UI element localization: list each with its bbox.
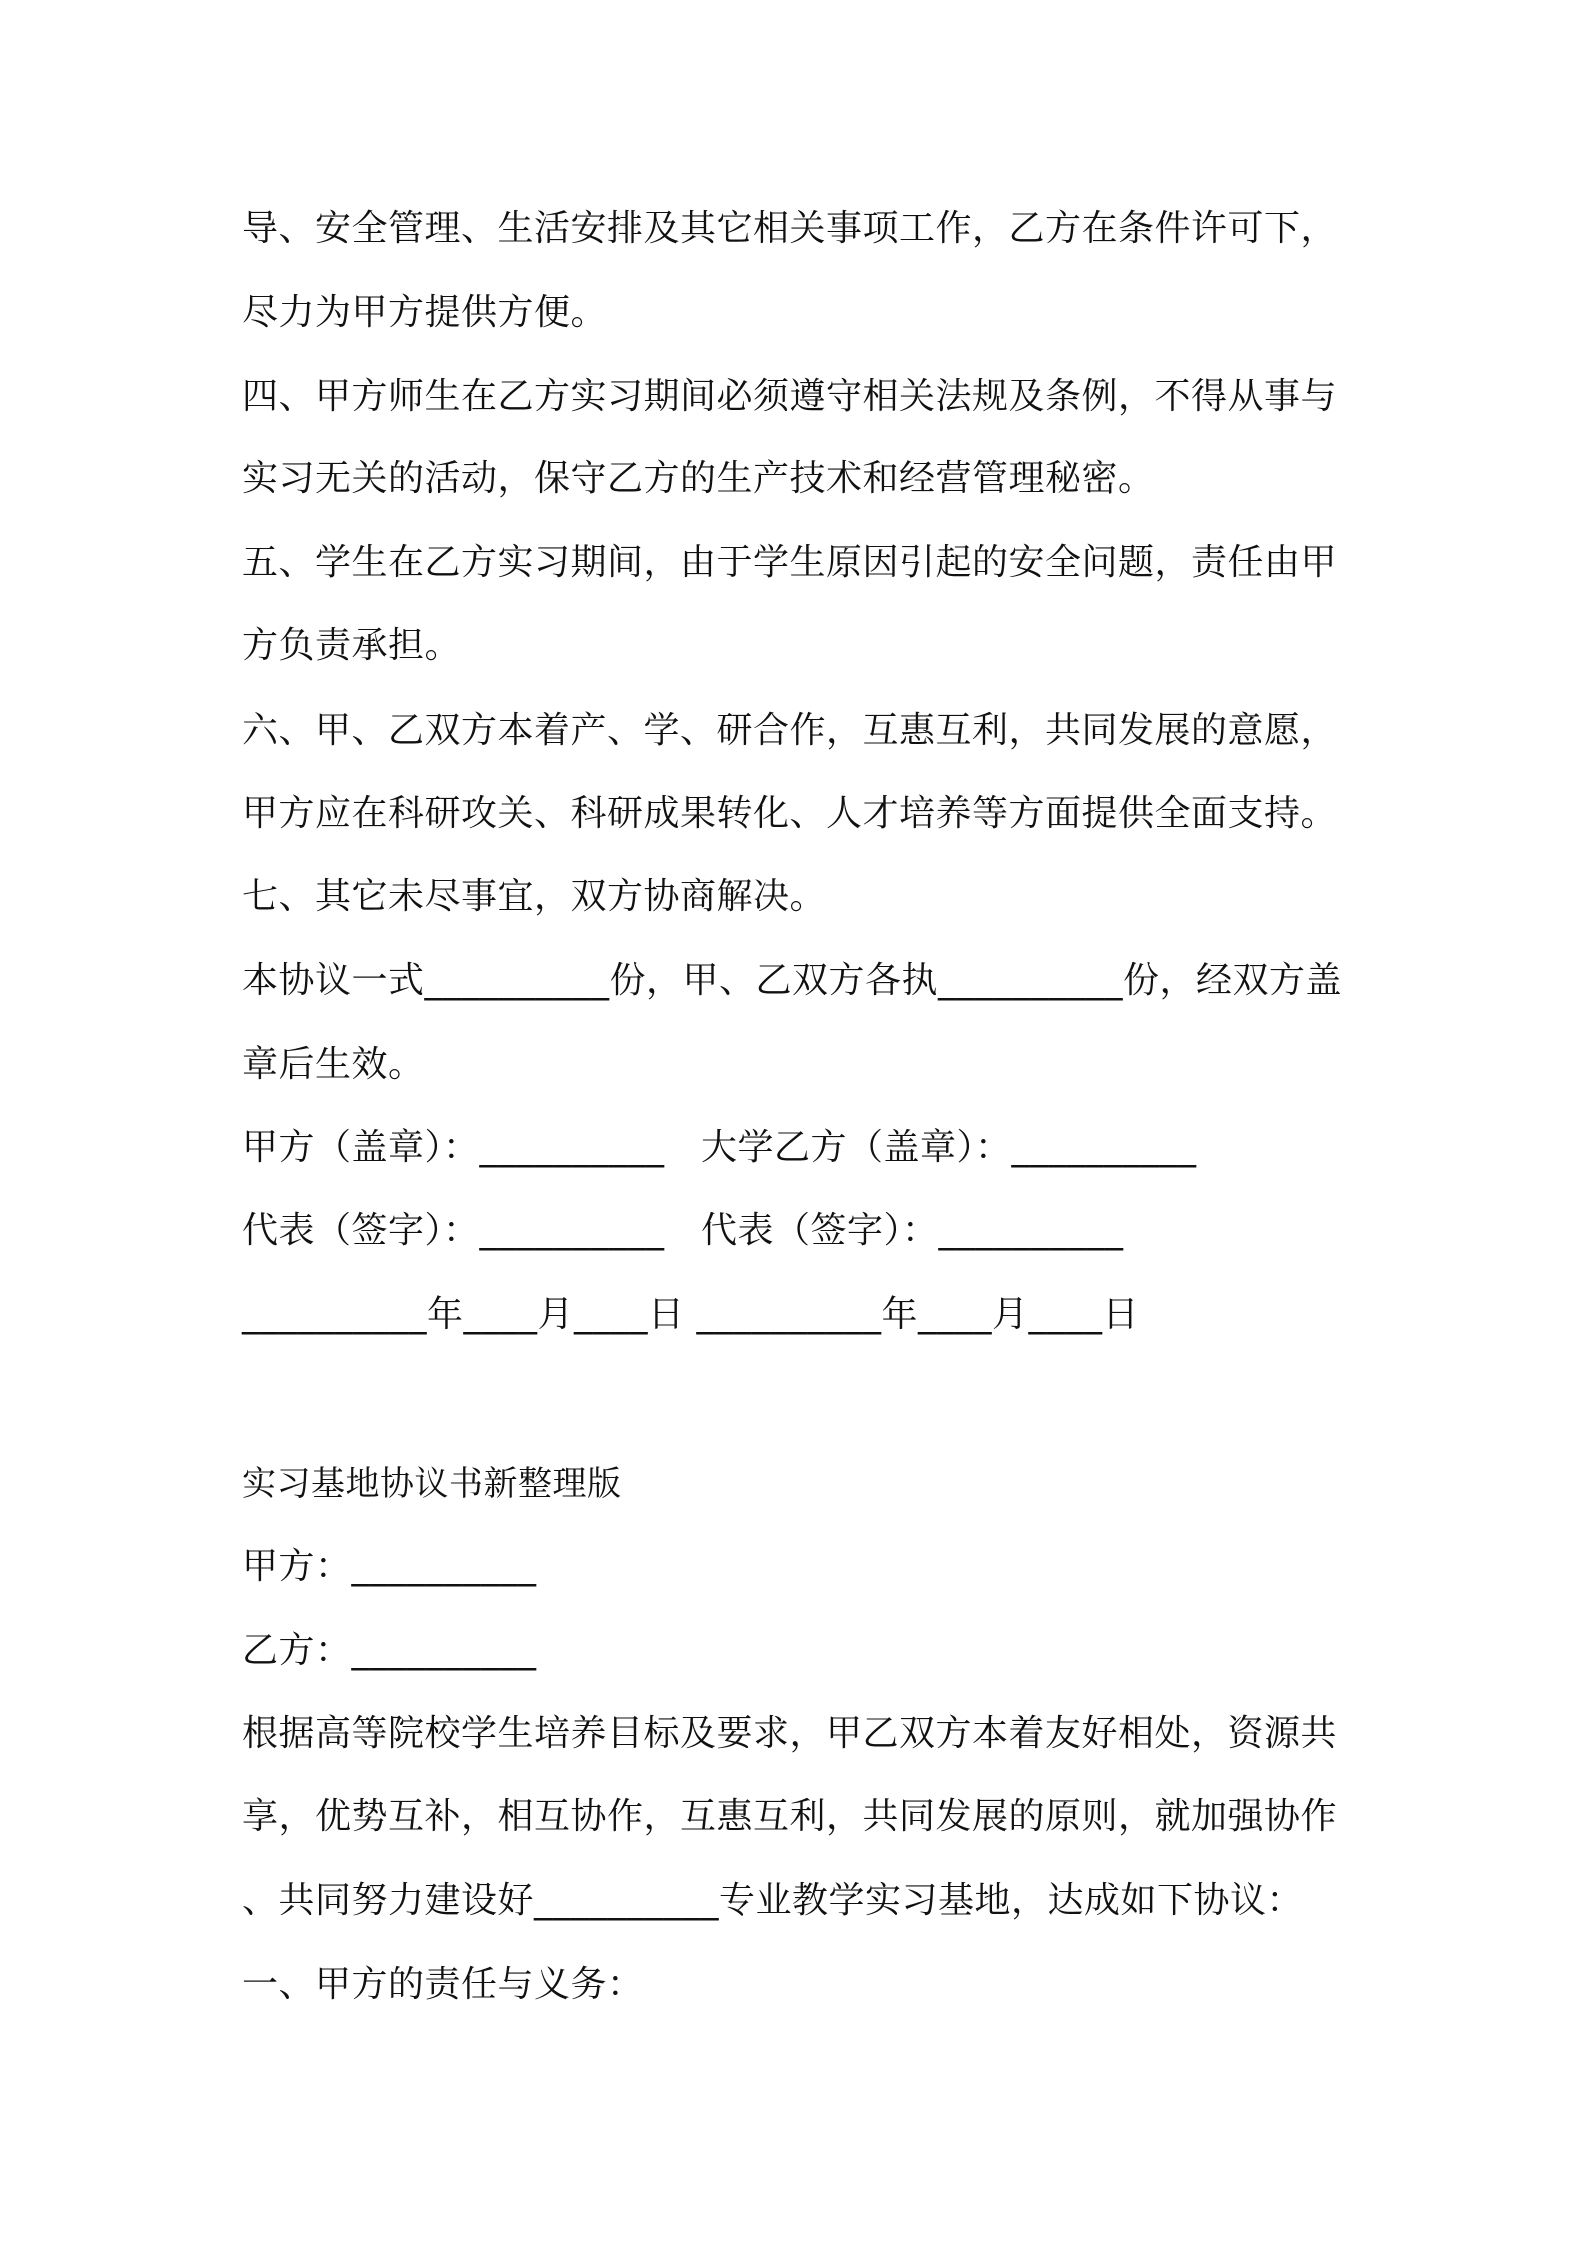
text-line-19: 享，优势互补，相互协作，互惠互利，共同发展的原则，就加强协作 <box>242 1796 1338 1837</box>
text-line-9: 七、其它未尽事宜，双方协商解决。 <box>242 876 827 917</box>
signature-line-date: __________年____月____日 __________年____月____日 <box>242 1294 1139 1335</box>
text-line-3: 四、甲方师生在乙方实习期间必须遵守相关法规及条例，不得从事与 <box>242 376 1338 417</box>
party-a-line: 甲方：__________ <box>242 1546 537 1587</box>
signature-line-stamp: 甲方（盖章）：__________ 大学乙方（盖章）：__________ <box>242 1127 1197 1168</box>
text-line-4: 实习无关的活动，保守乙方的生产技术和经营管理秘密。 <box>242 458 1155 499</box>
text-line-18: 根据高等院校学生培养目标及要求，甲乙双方本着友好相处，资源共 <box>242 1713 1338 1754</box>
text-line-6: 方负责承担。 <box>242 625 462 666</box>
text-line-1: 导、安全管理、生活安排及其它相关事项工作，乙方在条件许可下， <box>242 208 1338 249</box>
text-line-20: 、共同努力建设好__________专业教学实习基地，达成如下协议： <box>242 1880 1304 1921</box>
text-line-2: 尽力为甲方提供方便。 <box>242 292 608 333</box>
text-line-10: 本协议一式__________份，甲、乙双方各执__________份，经双方盖 <box>242 960 1343 1001</box>
text-line-7: 六、甲、乙双方本着产、学、研合作，互惠互利，共同发展的意愿， <box>242 710 1338 751</box>
text-line-8: 甲方应在科研攻关、科研成果转化、人才培养等方面提供全面支持。 <box>242 793 1338 834</box>
party-b-line: 乙方：__________ <box>242 1630 537 1671</box>
signature-line-representative: 代表（签字）：__________ 代表（签字）：__________ <box>242 1210 1124 1251</box>
clause-heading: 一、甲方的责任与义务： <box>242 1964 644 2005</box>
section-title: 实习基地协议书新整理版 <box>242 1464 622 1504</box>
text-line-11: 章后生效。 <box>242 1044 425 1085</box>
text-line-5: 五、学生在乙方实习期间，由于学生原因引起的安全问题，责任由甲 <box>242 542 1338 583</box>
